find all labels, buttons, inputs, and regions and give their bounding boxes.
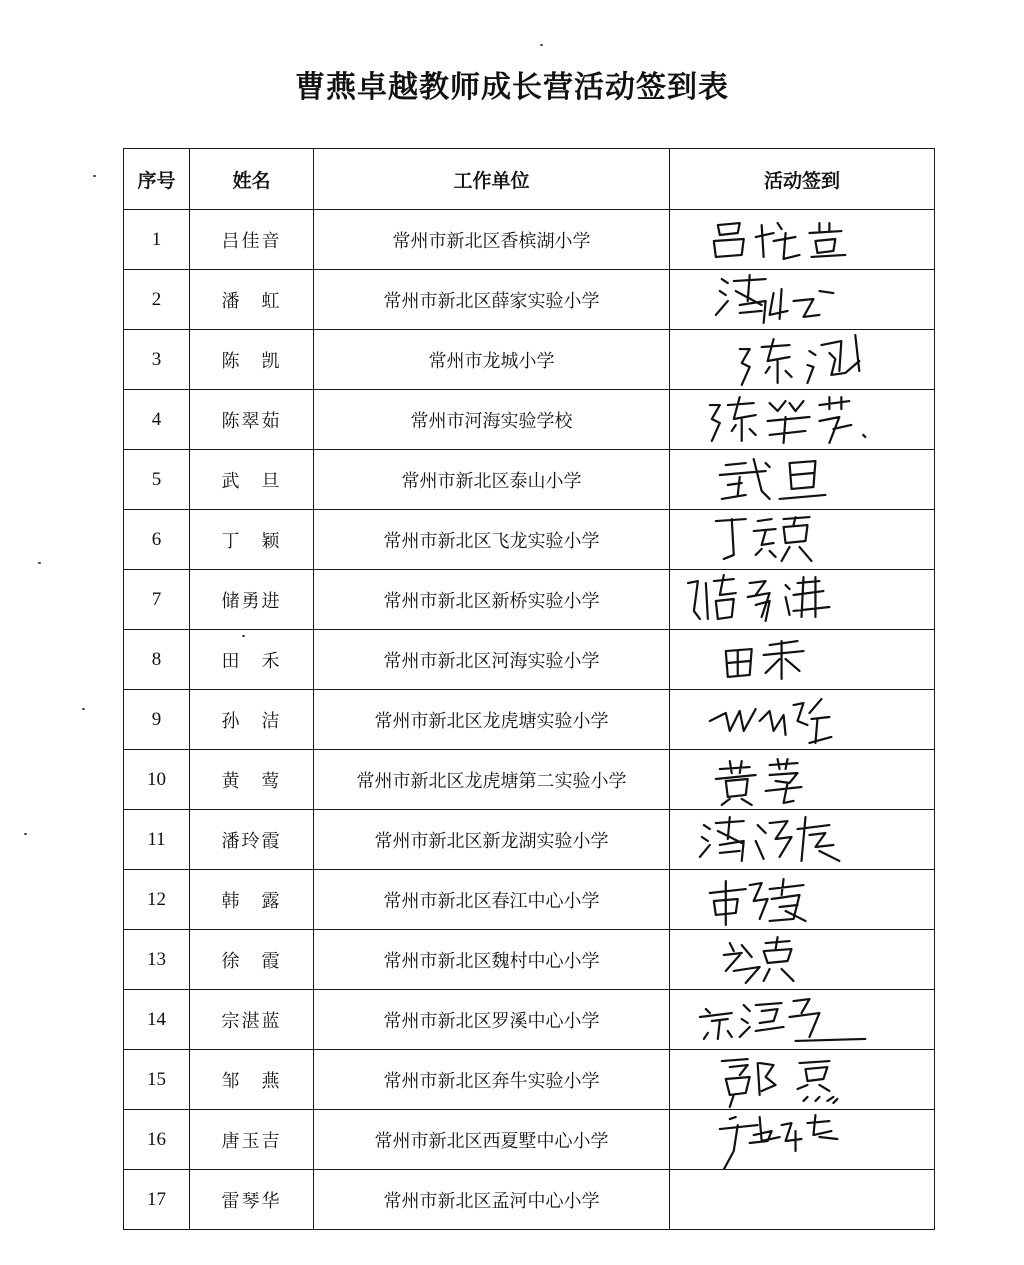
table-row — [124, 870, 935, 930]
table-row — [124, 330, 935, 390]
handwritten-signature — [670, 391, 934, 449]
handwritten-signature — [670, 1051, 934, 1109]
row-name: 陈 凯 — [190, 330, 314, 390]
row-name: 宗湛蓝 — [190, 990, 314, 1050]
handwritten-signature — [670, 811, 934, 869]
table-row — [124, 690, 935, 750]
handwritten-signature — [670, 211, 934, 269]
handwritten-signature — [670, 571, 934, 629]
sign-in-table — [123, 148, 935, 1230]
handwritten-signature — [670, 991, 934, 1049]
row-unit: 常州市新北区飞龙实验小学 — [314, 510, 670, 570]
row-no: 1 — [124, 210, 190, 270]
signature-cell — [670, 990, 935, 1050]
handwritten-signature — [670, 511, 934, 569]
table-row — [124, 930, 935, 990]
row-name: 丁 颖 — [190, 510, 314, 570]
table-row — [124, 990, 935, 1050]
header-no: 序号 — [124, 149, 190, 210]
page-title: 曹燕卓越教师成长营活动签到表 — [295, 70, 729, 105]
table-row — [124, 1050, 935, 1110]
header-name: 姓名 — [190, 149, 314, 210]
row-no: 9 — [124, 690, 190, 750]
row-name: 韩 露 — [190, 870, 314, 930]
signature-cell — [670, 450, 935, 510]
row-no: 13 — [124, 930, 190, 990]
table-row — [124, 750, 935, 810]
scan-speck — [38, 562, 41, 564]
row-name: 潘玲霞 — [190, 810, 314, 870]
row-no: 11 — [124, 810, 190, 870]
scan-speck — [82, 708, 85, 710]
handwritten-signature — [670, 631, 934, 689]
row-name: 孙 洁 — [190, 690, 314, 750]
row-no: 12 — [124, 870, 190, 930]
row-unit: 常州市新北区魏村中心小学 — [314, 930, 670, 990]
table-row — [124, 510, 935, 570]
row-unit: 常州市新北区春江中心小学 — [314, 870, 670, 930]
scan-speck — [93, 175, 96, 177]
table-row — [124, 390, 935, 450]
row-name: 潘 虹 — [190, 270, 314, 330]
row-name: 储勇进 — [190, 570, 314, 630]
row-name: 邹 燕 — [190, 1050, 314, 1110]
row-no: 8 — [124, 630, 190, 690]
signature-cell — [670, 510, 935, 570]
table-row — [124, 810, 935, 870]
row-unit: 常州市新北区孟河中心小学 — [314, 1170, 670, 1230]
row-unit: 常州市新北区泰山小学 — [314, 450, 670, 510]
row-no: 4 — [124, 390, 190, 450]
signature-cell — [670, 390, 935, 450]
table-row — [124, 210, 935, 270]
row-unit: 常州市新北区河海实验小学 — [314, 630, 670, 690]
row-unit: 常州市河海实验学校 — [314, 390, 670, 450]
scan-speck — [24, 833, 27, 835]
row-no: 16 — [124, 1110, 190, 1170]
row-no: 6 — [124, 510, 190, 570]
row-no: 7 — [124, 570, 190, 630]
header-sign: 活动签到 — [670, 149, 935, 210]
row-no: 5 — [124, 450, 190, 510]
row-unit: 常州市新北区西夏墅中心小学 — [314, 1110, 670, 1170]
handwritten-signature — [670, 931, 934, 989]
handwritten-signature — [670, 451, 934, 509]
handwritten-signature — [670, 871, 934, 929]
row-unit: 常州市新北区罗溪中心小学 — [314, 990, 670, 1050]
signature-cell — [670, 330, 935, 390]
signature-cell — [670, 930, 935, 990]
table-row — [124, 1170, 935, 1230]
signature-cell — [670, 690, 935, 750]
row-unit: 常州市新北区香槟湖小学 — [314, 210, 670, 270]
row-no: 15 — [124, 1050, 190, 1110]
handwritten-signature — [670, 331, 934, 389]
signature-cell — [670, 570, 935, 630]
signature-cell — [670, 750, 935, 810]
row-no: 14 — [124, 990, 190, 1050]
scan-speck — [242, 635, 245, 637]
table-row — [124, 630, 935, 690]
table-row — [124, 570, 935, 630]
row-no: 3 — [124, 330, 190, 390]
row-unit: 常州市新北区新桥实验小学 — [314, 570, 670, 630]
signature-cell — [670, 210, 935, 270]
row-unit: 常州市新北区薛家实验小学 — [314, 270, 670, 330]
table-row — [124, 450, 935, 510]
row-name: 黄 莺 — [190, 750, 314, 810]
table-header-row — [124, 149, 935, 210]
signature-cell — [670, 810, 935, 870]
signature-cell — [670, 630, 935, 690]
row-unit: 常州市新北区龙虎塘第二实验小学 — [314, 750, 670, 810]
row-no: 2 — [124, 270, 190, 330]
signature-cell — [670, 870, 935, 930]
table-row — [124, 1110, 935, 1170]
signature-cell-empty — [670, 1170, 935, 1230]
scan-speck — [540, 44, 543, 46]
row-unit: 常州市新北区龙虎塘实验小学 — [314, 690, 670, 750]
signature-cell — [670, 1050, 935, 1110]
row-name: 武 旦 — [190, 450, 314, 510]
row-unit: 常州市新北区新龙湖实验小学 — [314, 810, 670, 870]
signature-cell — [670, 1110, 935, 1170]
row-name: 吕佳音 — [190, 210, 314, 270]
signature-cell — [670, 270, 935, 330]
row-no: 17 — [124, 1170, 190, 1230]
row-name: 雷琴华 — [190, 1170, 314, 1230]
handwritten-signature — [670, 751, 934, 809]
handwritten-signature — [670, 1111, 934, 1169]
row-name: 陈翠茹 — [190, 390, 314, 450]
row-unit: 常州市龙城小学 — [314, 330, 670, 390]
table-row — [124, 270, 935, 330]
row-name: 徐 霞 — [190, 930, 314, 990]
handwritten-signature — [670, 271, 934, 329]
row-name: 唐玉吉 — [190, 1110, 314, 1170]
row-no: 10 — [124, 750, 190, 810]
handwritten-signature — [670, 691, 934, 749]
row-name: 田 禾 — [190, 630, 314, 690]
table-body — [124, 210, 935, 1230]
header-unit: 工作单位 — [314, 149, 670, 210]
row-unit: 常州市新北区奔牛实验小学 — [314, 1050, 670, 1110]
